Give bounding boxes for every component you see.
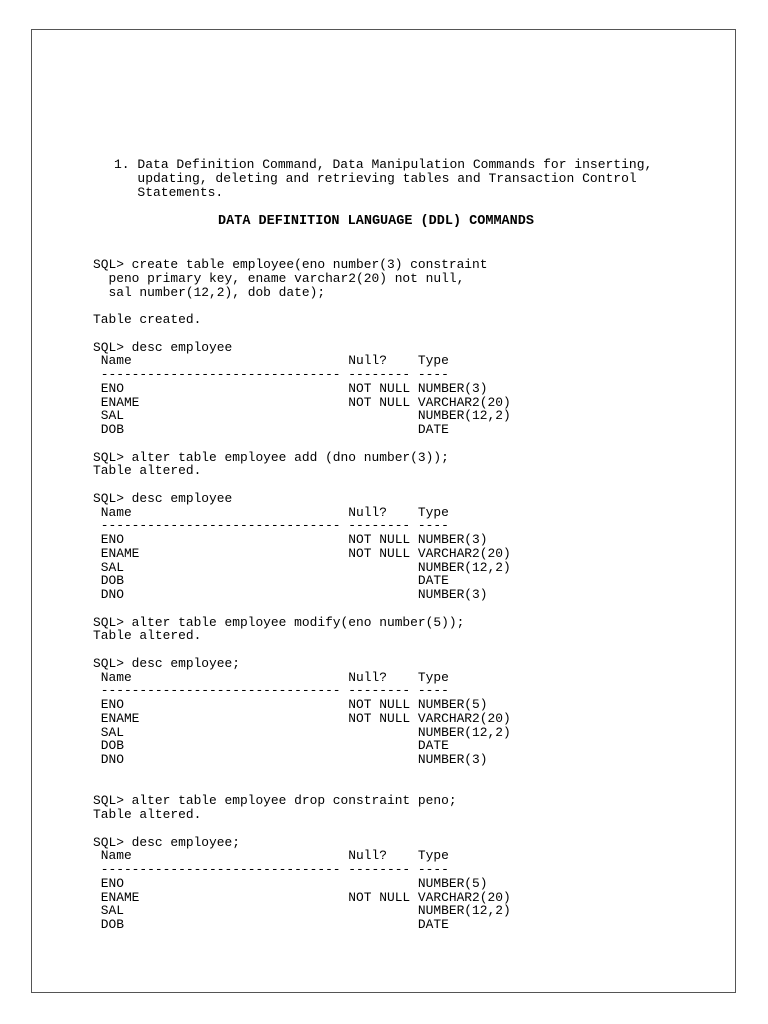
code-line [93, 822, 511, 836]
code-line: ------------------------------- -------- ---- [93, 367, 449, 382]
code-line: Table created. [93, 312, 202, 327]
code-line: ENAME NOT NULL VARCHAR2(20) [93, 545, 511, 561]
code-line: Table altered. [93, 463, 202, 479]
code-line [93, 781, 511, 795]
code-line [93, 478, 511, 492]
intro-list-item [114, 158, 674, 199]
code-line: ENO NOT NULL NUMBER(5) [93, 697, 488, 712]
intro-line-3: Statements. [137, 184, 224, 200]
code-line: SQL> alter table employee add (dno number(3)); [93, 449, 449, 465]
code-line: Name Null? Type [93, 504, 449, 520]
code-line: Table altered. [93, 807, 202, 822]
code-line: SQL> desc employee [93, 490, 233, 506]
code-line: sal number(12,2), dob date); [93, 284, 326, 300]
code-line [93, 437, 511, 451]
code-line: Name Null? Type [93, 848, 449, 864]
code-line: SAL NUMBER(12,2) [93, 559, 511, 575]
code-line: SQL> alter table employee drop constraint peno; [93, 793, 457, 809]
code-line: SAL NUMBER(12,2) [93, 724, 511, 740]
code-line: SAL NUMBER(12,2) [93, 408, 511, 424]
code-line: ENO NOT NULL NUMBER(3) [93, 380, 488, 396]
code-line: SQL> alter table employee modify(eno number(5)); [93, 614, 465, 630]
intro-number: 1. [114, 157, 130, 172]
code-line: ENO NOT NULL NUMBER(3) [93, 532, 488, 547]
intro-line-2: updating, deleting and retrieving tables and Transaction Control [137, 170, 637, 186]
code-line [93, 299, 511, 313]
code-line: SQL> desc employee; [93, 834, 240, 850]
code-line: Table altered. [93, 628, 202, 644]
code-line: peno primary key, ename varchar2(20) not null, [93, 270, 465, 286]
section-heading: DATA DEFINITION LANGUAGE (DDL) COMMANDS [218, 214, 534, 229]
code-line: DOB DATE [93, 422, 449, 437]
code-line: ------------------------------- -------- ---- [93, 518, 449, 534]
code-line: DNO NUMBER(3) [93, 752, 488, 767]
code-line: ------------------------------- -------- ---- [93, 862, 449, 877]
code-line [93, 643, 511, 657]
code-line: SAL NUMBER(12,2) [93, 903, 511, 919]
code-line: ------------------------------- -------- ---- [93, 683, 449, 699]
code-line [93, 327, 511, 341]
code-line: DOB DATE [93, 917, 449, 932]
code-line [93, 602, 511, 616]
code-line: DNO NUMBER(3) [93, 587, 488, 602]
code-line: DOB DATE [93, 738, 449, 754]
code-line: ENAME NOT NULL VARCHAR2(20) [93, 394, 511, 410]
code-line: Name Null? Type [93, 669, 449, 685]
code-line [93, 767, 511, 781]
code-line: ENO NUMBER(5) [93, 875, 488, 891]
intro-line-1: Data Definition Command, Data Manipulation Commands for inserting, [137, 157, 653, 172]
code-line: ENAME NOT NULL VARCHAR2(20) [93, 710, 511, 726]
code-line: Name Null? Type [93, 353, 449, 369]
code-line: SQL> desc employee; [93, 655, 240, 671]
code-line: ENAME NOT NULL VARCHAR2(20) [93, 889, 511, 905]
code-line: SQL> desc employee [93, 339, 233, 355]
code-line: SQL> create table employee(eno number(3) constraint [93, 257, 488, 272]
sql-session-transcript [93, 258, 511, 932]
code-line: DOB DATE [93, 573, 449, 589]
